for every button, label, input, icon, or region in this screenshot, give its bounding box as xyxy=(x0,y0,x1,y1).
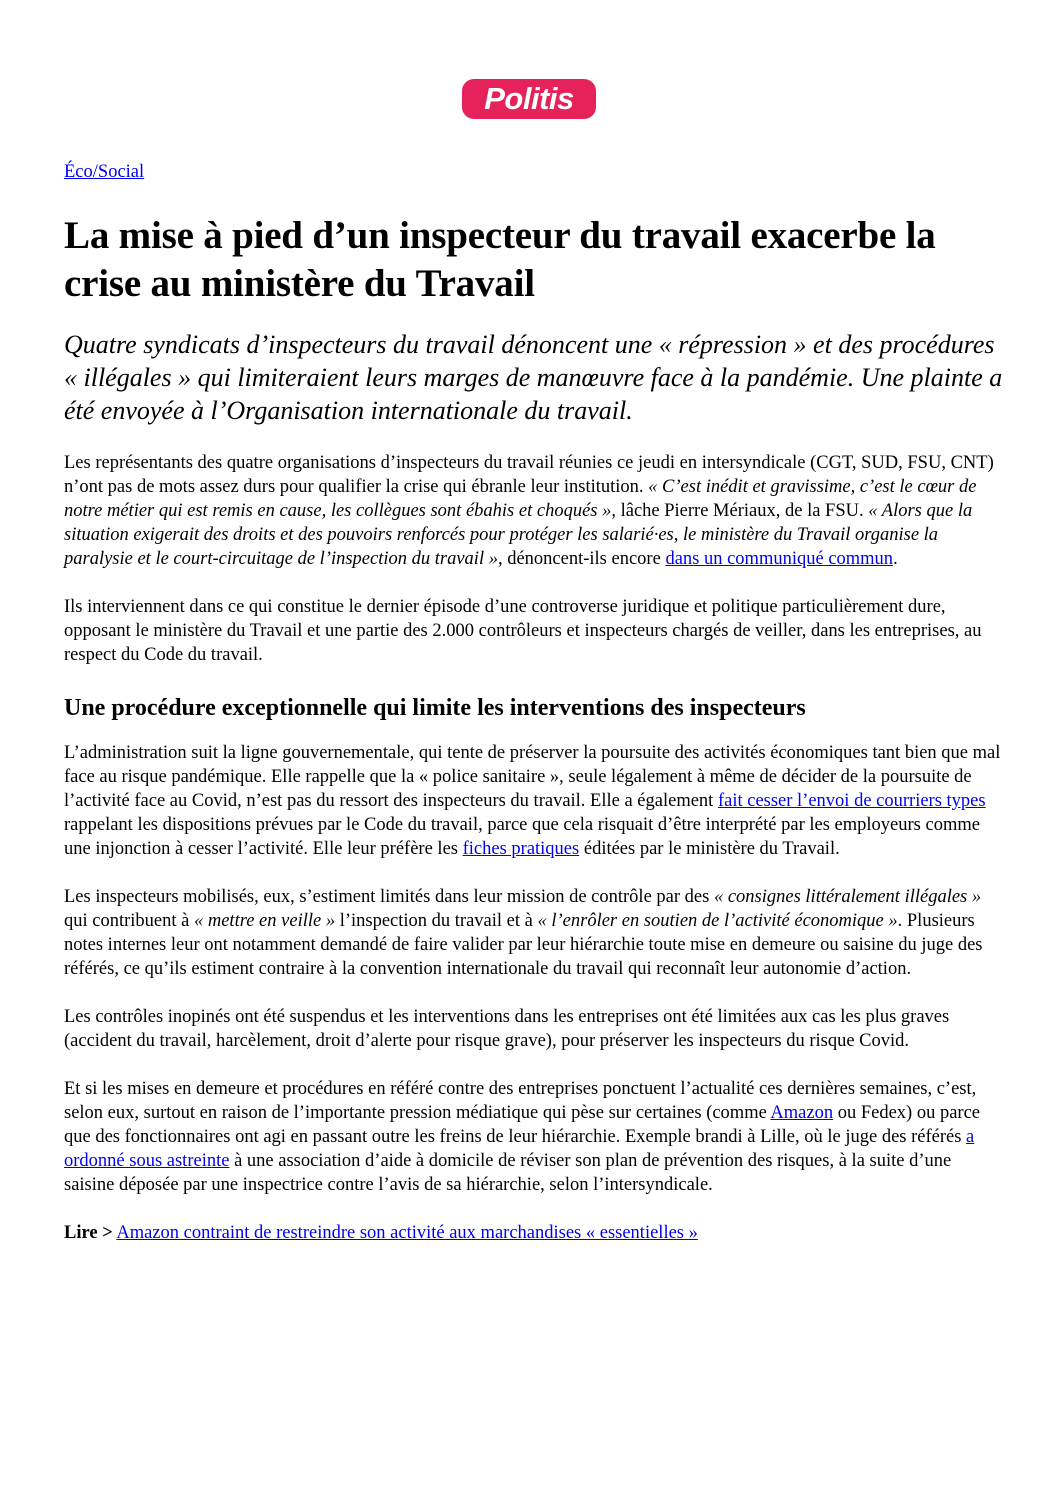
p1-text-d: . xyxy=(893,549,898,569)
paragraph-4 xyxy=(64,885,1004,981)
paragraph-2: Ils interviennent dans ce qui constitue le dernier épisode d’une controverse juridique et politique particulièrement dure, opposant le ministère du Travail et une partie des 2.000 contrôleurs et inspecteurs chargés de veiller, dans les entreprises, au respect du Code du travail. xyxy=(64,597,982,665)
p4-text-b: qui contribuent à xyxy=(64,911,194,931)
p4-quote-2: « mettre en veille » xyxy=(193,911,336,931)
p6-text-a: Et si les mises en demeure et procédures en référé contre des entreprises ponctuent l’actualité ces dernières semaines, c’est, selon eux, surtout en raison de l’importante pression médiatique qui pèse sur certaines (comme xyxy=(64,1079,977,1123)
p4-text-d: . Plusieurs notes internes leur ont notamment demandé de faire valider par leur hiérarchie toute mise en demeure ou saisine du juge des référés, ce qu’ils estiment contraire à la convention internationale du travail qui reconnaît leur autonomie d’action. xyxy=(64,911,983,979)
paragraph-5: Les contrôles inopinés ont été suspendus et les interventions dans les entreprises ont été limitées aux cas les plus graves (accident du travail, harcèlement, droit d’alerte pour risque grave), pour préserver les inspecteurs du risque Covid. xyxy=(64,1007,950,1051)
read-also-link[interactable]: Amazon contraint de restreindre son activité aux marchandises « essentielles » xyxy=(116,1223,698,1243)
p1-text-c: , dénoncent-ils encore xyxy=(497,549,666,569)
communique-link[interactable]: dans un communiqué commun xyxy=(665,549,894,569)
p3-text-b: rappelant les dispositions prévues par le Code du travail, parce que cela risquait d’être interprété par les employeurs comme une injonction à cesser l’activité. Elle leur préfère les xyxy=(64,815,980,859)
read-also-label: Lire > xyxy=(64,1223,113,1243)
paragraph-3 xyxy=(64,741,1004,861)
paragraph-1 xyxy=(64,451,1004,571)
p4-quote-3: « l’enrôler en soutien de l’activité économique » xyxy=(537,911,898,931)
amazon-link[interactable]: Amazon xyxy=(770,1103,834,1123)
article-lead: Quatre syndicats d’inspecteurs du travail dénoncent une « répression » et des procédures « illégales » qui limiteraient leurs marges de manœuvre face à la pandémie. Une plainte a été envoyée à l’Organisation internationale du travail. xyxy=(64,330,1003,425)
p1-quote-2: « Alors que la situation exigerait des droits et des pouvoirs renforcés pour protéger les salarié·es, le ministère du Travail organise la paralysie et le court-circuitage de l’inspection du travail » xyxy=(64,501,973,569)
read-also xyxy=(64,1221,1004,1245)
p6-text-b: ou Fedex) ou parce que des fonctionnaires ont agi en passant outre les freins de leur hiérarchie. Exemple brandi à Lille, où le juge des référés xyxy=(64,1103,981,1147)
p4-text-a: Les inspecteurs mobilisés, eux, s’estiment limités dans leur mission de contrôle par des xyxy=(64,887,714,907)
p1-text-a: Les représentants des quatre organisations d’inspecteurs du travail réunies ce jeudi en intersyndicale (CGT, SUD, FSU, CNT) n’ont pas de mots assez durs pour qualifier la crise qui ébranle leur institution. xyxy=(64,453,994,497)
p3-text-c: éditées par le ministère du Travail. xyxy=(579,839,840,859)
p1-text-b: , lâche Pierre Mériaux, de la FSU. xyxy=(611,501,869,521)
p1-quote-1: « C’est inédit et gravissime, c’est le cœur de notre métier qui est remis en cause, les collègues sont ébahis et choqués » xyxy=(64,477,977,521)
p3-text-a: L’administration suit la ligne gouvernementale, qui tente de préserver la poursuite des activités économiques tant bien que mal face au risque pandémique. Elle rappelle que la « police sanitaire », seule légalement à même de décider de la poursuite de l’activité face au Covid, n’est pas du ressort des inspecteurs du travail. Elle a également xyxy=(64,743,1001,811)
article xyxy=(64,160,1004,1245)
courriers-types-link[interactable]: fait cesser l’envoi de courriers types xyxy=(717,791,986,811)
section-heading: Une procédure exceptionnelle qui limite les interventions des inspecteurs xyxy=(64,695,806,721)
fiches-pratiques-link[interactable]: fiches pratiques xyxy=(462,839,580,859)
p6-text-c: à une association d’aide à domicile de réviser son plan de prévention des risques, à la suite d’une saisine déposée par une inspectrice contre l’avis de sa hiérarchie, selon l’intersyndicale. xyxy=(64,1151,952,1195)
p4-quote-1: « consignes littéralement illégales » xyxy=(713,887,982,907)
politis-logo[interactable]: Politis xyxy=(462,79,596,119)
paragraph-6 xyxy=(64,1077,1004,1197)
p4-text-c: l’inspection du travail et à xyxy=(335,911,538,931)
astreinte-link[interactable]: a ordonné sous astreinte xyxy=(64,1127,975,1171)
section-link[interactable]: Éco/Social xyxy=(64,162,145,182)
article-title: La mise à pied d’un inspecteur du travail exacerbe la crise au ministère du Travail xyxy=(64,214,936,305)
